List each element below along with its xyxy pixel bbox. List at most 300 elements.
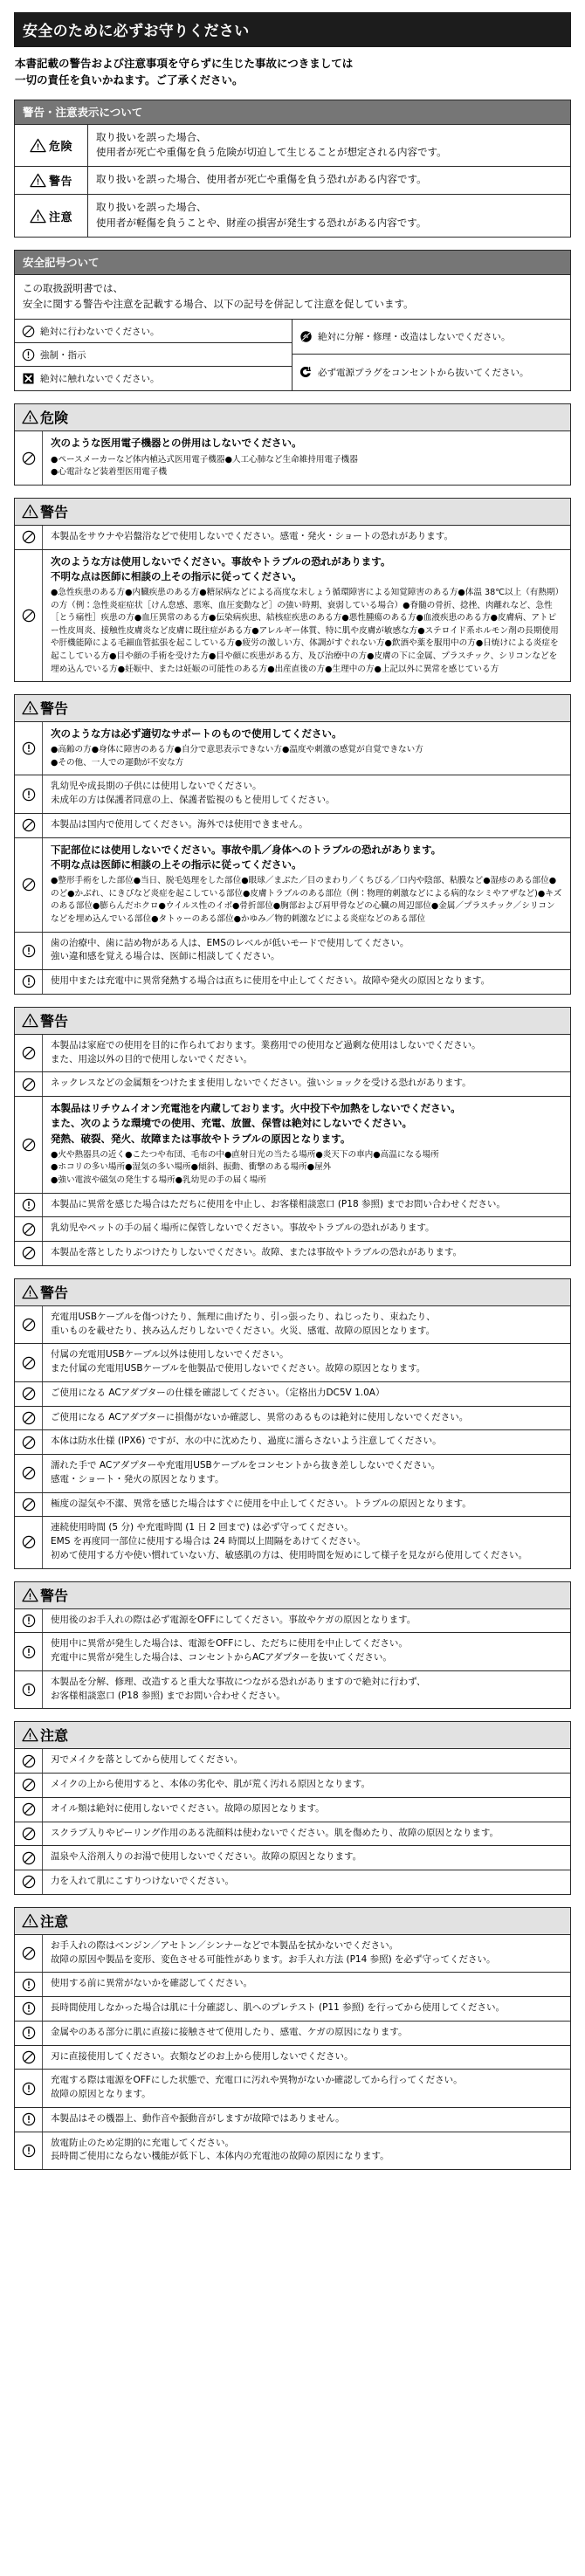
mandatory-icon	[15, 775, 43, 813]
mandatory-icon	[15, 2108, 43, 2132]
hazard-section-heading	[15, 1722, 570, 1749]
hazard-section-heading	[15, 1008, 570, 1035]
hazard-row	[15, 1749, 570, 1774]
mandatory-icon	[15, 2070, 43, 2107]
hazard-section-level: 警告	[40, 700, 69, 718]
hazard-row-text: 本製品を落としたりぶつけたりしないでください。故障、または事故やトラブルの恐れがあります。	[51, 1247, 463, 1258]
prohibition-icon	[22, 451, 36, 465]
hazard-row	[15, 722, 570, 775]
mandatory-icon	[15, 722, 43, 775]
safety-symbol-note-line-1: この取扱説明書では、	[23, 281, 123, 294]
hazard-row	[15, 2070, 570, 2108]
hazard-section-level: 警告	[40, 503, 69, 520]
hazard-row-text: 本製品は国内で使用してください。海外では使用できません。	[51, 818, 308, 830]
hazard-section	[14, 694, 571, 995]
hazard-row-text: 歯の治療中、歯に詰め物がある人は、EMSのレベルが低いモードで使用してください。	[51, 937, 410, 948]
safety-symbol-table	[14, 250, 571, 392]
safety-symbol-note-line-2: 安全に関する警告や注意を記載する場合、以下の記号を併記して注意を促しています。	[23, 297, 414, 310]
hazard-row-content	[43, 1097, 570, 1192]
prohibition-icon	[15, 550, 43, 682]
hazard-row-content	[43, 2108, 570, 2132]
mandatory-icon	[15, 1671, 43, 1709]
prohibition-icon	[22, 1411, 36, 1425]
mandatory-icon	[22, 1614, 36, 1628]
prohibition-icon	[15, 526, 43, 549]
hazard-row-text: 初めて使用する方や使い慣れていない方、敏感肌の方は、使用時間を短めにして様子を見ながら使用してください。	[51, 1549, 527, 1560]
hazard-row	[15, 1633, 570, 1671]
hazard-row	[15, 1306, 570, 1345]
warning-level-description-line: 取り扱いを誤った場合、使用者が死亡や重傷を負う恐れがある内容です。	[96, 173, 427, 186]
prohibition-icon	[22, 1387, 36, 1401]
hazard-row	[15, 1798, 570, 1822]
prohibition-icon	[15, 1935, 43, 1973]
safety-symbol-item	[15, 343, 292, 367]
hazard-row-main-text: また、次のような環境での使用、充電、放置、保管は絶対にしないでください。	[51, 1117, 412, 1130]
hazard-row-content	[43, 2046, 570, 2070]
hazard-section-level: 注意	[40, 1727, 69, 1745]
prohibition-icon	[22, 878, 36, 892]
prohibition-icon	[15, 1382, 43, 1406]
hazard-row	[15, 1774, 570, 1798]
hazard-section-level: 警告	[40, 1284, 69, 1301]
hazard-row-text: 乳幼児やペットの手の届く場所に保管しないでください。事故やトラブルの恐れがあります。	[51, 1223, 435, 1234]
hazard-row-text: EMS を再度同一部位に使用する場合は 24 時間以上間隔をあけてください。	[51, 1536, 366, 1547]
hazard-row	[15, 1846, 570, 1870]
hazard-row	[15, 1517, 570, 1567]
hazard-row	[15, 970, 570, 994]
hazard-row-main-text: 次のような方は使用しないでください。事故やトラブルの恐れがあります。	[51, 554, 391, 568]
hazard-row-text: 使用する前に異常がないかを確認してください。	[51, 1978, 252, 1989]
warning-level-row	[15, 167, 570, 195]
warning-triangle-icon	[30, 138, 46, 153]
hazard-row	[15, 2132, 570, 2170]
hazard-row-content	[43, 550, 570, 682]
safety-symbol-column-left	[15, 320, 292, 390]
hazard-row	[15, 1822, 570, 1847]
hazard-row-text: ご使用になる ACアダプターの仕様を確認してください。（定格出力DC5V 1.0A）	[51, 1387, 385, 1398]
prohibition-icon	[22, 325, 35, 338]
hazard-section-level: 警告	[40, 1587, 69, 1604]
hazard-row	[15, 1382, 570, 1407]
hazard-row-content	[43, 1822, 570, 1846]
prohibition-icon	[22, 818, 36, 832]
warning-level-description	[88, 167, 570, 194]
hazard-section-heading	[15, 1279, 570, 1306]
prohibition-icon	[22, 1754, 36, 1768]
mandatory-icon	[22, 2144, 36, 2158]
warning-triangle-icon	[30, 209, 46, 224]
hazard-row-text: 本製品はその機器上、動作音や振動音がしますが故障ではありません。	[51, 2112, 345, 2124]
hazard-row-main-text: 発熱、破裂、発火、故障または事故やトラブルの原因となります。	[51, 1132, 351, 1145]
hazard-row	[15, 526, 570, 550]
hazard-row-content	[43, 1035, 570, 1072]
safety-symbol-table-heading: 安全記号ついて	[15, 251, 570, 275]
hazard-row-content	[43, 1194, 570, 1217]
hazard-row-text: お手入れの際はベンジン／アセトン／シンナーなどで本製品を拭かないでください。	[51, 1939, 399, 1951]
prohibition-icon	[15, 1774, 43, 1797]
prohibition-icon	[22, 1078, 36, 1092]
warning-level-description-line: 取り扱いを誤った場合、	[96, 201, 207, 214]
hazard-row-text: ネックレスなどの金属類をつけたまま使用しないでください。強いショックを受ける恐れがあります。	[51, 1078, 471, 1089]
warning-triangle-icon	[22, 1913, 38, 1928]
mandatory-icon	[15, 1609, 43, 1633]
hazard-row-content	[43, 1306, 570, 1344]
mandatory-icon	[22, 2082, 36, 2096]
hazard-row-detail-line: ●その他、一人での運動が不安な方	[51, 757, 184, 768]
prohibition-icon	[15, 1822, 43, 1846]
hazard-row	[15, 1194, 570, 1218]
hazard-row	[15, 838, 570, 933]
prohibition-icon	[15, 1798, 43, 1822]
hazard-row-content	[43, 1633, 570, 1670]
lead-paragraph	[15, 55, 571, 89]
warning-level-row	[15, 125, 570, 168]
warning-triangle-icon	[22, 1588, 38, 1602]
warning-level-row	[15, 195, 570, 237]
prohibition-icon	[22, 1138, 36, 1152]
prohibition-icon	[22, 1498, 36, 1512]
hazard-row-content	[43, 1671, 570, 1709]
hazard-row-content	[43, 1242, 570, 1265]
hazard-row-text: 刃に直接使用してください。衣類などのお上から使用しないでください。	[51, 2050, 354, 2062]
hazard-row	[15, 814, 570, 838]
mandatory-icon	[15, 1973, 43, 1996]
mandatory-icon	[15, 1194, 43, 1217]
prohibition-icon	[22, 1246, 36, 1260]
hazard-row	[15, 1609, 570, 1634]
hazard-row-text: また付属の充電用USBケーブルを他製品で使用しないでください。故障の原因となります。	[51, 1363, 426, 1374]
prohibition-icon	[22, 2050, 36, 2064]
hazard-row-main-text: 次のような方は必ず適切なサポートのもので使用してください。	[51, 727, 342, 740]
prohibition-icon	[22, 1436, 36, 1450]
hazard-row-content	[43, 838, 570, 932]
hazard-row	[15, 2022, 570, 2046]
hazard-row-content	[43, 1997, 570, 2021]
hazard-row-text: 使用中に異常が発生した場合は、電源をOFFにし、ただちに使用を中止してください。	[51, 1638, 408, 1650]
warning-level-label	[15, 195, 88, 237]
hazard-row-content	[43, 1609, 570, 1633]
hazard-row-text: 長時間使用しなかった場合は肌に十分確認し、肌へのプレテスト (P11 参照) を行ってから使用してください。	[51, 2002, 506, 2014]
hazard-section	[14, 403, 571, 485]
unplug-icon	[299, 366, 313, 379]
hazard-row-text: ご使用になる ACアダプターに損傷がないか確認し、異常のあるものは絶対に使用しないでください。	[51, 1411, 469, 1422]
hazard-row-text: 本製品をサウナや岩盤浴などで使用しないでください。感電・発火・ショートの恐れがあります。	[51, 530, 453, 541]
hazard-row-text: 温泉や入浴剤入りのお湯で使用しないでください。故障の原因となります。	[51, 1851, 362, 1863]
hazard-row	[15, 1097, 570, 1193]
warning-level-text: 注意	[48, 210, 72, 224]
prohibition-icon	[22, 1535, 36, 1549]
hazard-row-text: 未成年の方は保護者同意の上、保護者監視のもと使用してください。	[51, 795, 335, 806]
hazard-row-content	[43, 1344, 570, 1381]
hazard-row-content	[43, 1870, 570, 1894]
warning-level-table	[14, 100, 571, 238]
hazard-section	[14, 1721, 571, 1895]
prohibition-icon	[22, 1946, 36, 1960]
hazard-row-text: 重いものを載せたり、挟み込んだりしないでください。火災、感電、故障の原因となります。	[51, 1325, 436, 1336]
warning-level-description-line: 使用者が軽傷を負うことや、財産の損害が発生する恐れがある内容です。	[96, 216, 427, 229]
mandatory-icon	[22, 975, 36, 988]
hazard-row-content	[43, 1493, 570, 1517]
prohibition-icon	[22, 1318, 36, 1332]
mandatory-icon	[22, 741, 36, 755]
hazard-row-main-text: 不明な点は医師に相談の上その指示に従ってください。	[51, 569, 302, 582]
hazard-row-content	[43, 933, 570, 970]
hazard-row-detail-line: ●急性疾患のある方●内臓疾患のある方●糖尿病などによる高度な末しょう循環障害による知覚障害のある方●体温 38℃以上（有熱期）の方（例：急性炎症症状［けん怠感、悪寒、血圧変動など］の強い時期、衰弱している場合）●脊髄の骨折、捻挫、肉離れなど、急性［とう痛性］疾患の方●血圧異常のある方●伝染病疾患、結核症疾患のある方●悪性腫瘍のある方●血液疾患のある方●皮膚病、アトピー性皮周炎、接触性皮膚炎など皮膚に既往症がある方●アレルギー体質、特に肌や皮膚が敏感な方●ステロイド系ホルモン剤の長期使用や肝機能障による毛細血管拡張を起こしている方●疲労の激しい方、体調がすぐれない方●飲酒や薬を服用中の方●日焼けによる炎症を起こしている方●目や顔の手術を受けた方●目や顔に疾患がある方、及び治療中の方●皮膚の下に金属、プラスチック、シリコンなどを埋め込んでいる方●妊娠中、または妊娠の可能性のある方●出産直後の方●生理中の方●上記以外に異常を感じている方	[51, 588, 560, 674]
hazard-row-detail-list	[51, 587, 563, 676]
prohibition-icon	[15, 1846, 43, 1870]
hazard-row-detail-line: ●心電計など装着型医用電子機	[51, 467, 168, 478]
hazard-row	[15, 1035, 570, 1073]
hazard-row-text: 連続使用時間 (5 分) や充電時間 (1 日 2 回まで) は必ず守ってください。	[51, 1522, 354, 1533]
mandatory-icon	[22, 348, 35, 362]
hazard-row-text: 濡れた手で ACアダプターや充電用USBケーブルをコンセントから抜き差ししないでください。	[51, 1460, 441, 1471]
hazard-row-text: 本体は防水仕様 (IPX6) ですが、水の中に沈めたり、過度に濡らさないよう注意してください。	[51, 1436, 442, 1447]
prohibition-icon	[15, 1749, 43, 1773]
hazard-row	[15, 1997, 570, 2022]
mandatory-icon	[22, 1683, 36, 1697]
hazard-row-detail-list	[51, 744, 563, 769]
hazard-row	[15, 775, 570, 814]
hazard-row-content	[43, 722, 570, 775]
hazard-section	[14, 1581, 571, 1710]
prohibition-icon	[15, 1072, 43, 1096]
hazard-row-detail-line: ●ホコリの多い場所●湿気の多い場所●傾斜、振動、衝撃のある場所●屋外	[51, 1162, 332, 1173]
hazard-section-heading	[15, 695, 570, 722]
hazard-row	[15, 1973, 570, 1997]
warning-triangle-icon	[22, 504, 38, 519]
no-touch-icon	[22, 372, 35, 385]
hazard-row-text: 付属の充電用USBケーブル以外は使用しないでください。	[51, 1349, 289, 1360]
hazard-row-main-text: 下記部位には使用しないでください。事故や肌／身体へのトラブルの恐れがあります。	[51, 843, 442, 856]
hazard-row-content	[43, 1846, 570, 1870]
prohibition-icon	[22, 1827, 36, 1841]
prohibition-icon	[15, 1097, 43, 1192]
hazard-row	[15, 431, 570, 484]
hazard-row-content	[43, 970, 570, 994]
hazard-row-detail-line: ●火や熱器具の近く●こたつや布団、毛布の中●直射日光の当たる場所●炎天下の車内●高温になる場所	[51, 1149, 439, 1160]
hazard-section-heading	[15, 499, 570, 526]
hazard-row-content	[43, 2022, 570, 2045]
hazard-row-content	[43, 1973, 570, 1996]
hazard-row	[15, 1407, 570, 1431]
hazard-row-content	[43, 431, 570, 484]
hazard-row-text: オイル類は絶対に使用しないでください。故障の原因となります。	[51, 1802, 325, 1814]
prohibition-icon	[15, 1455, 43, 1492]
prohibition-icon	[22, 1875, 36, 1889]
hazard-section-heading	[15, 404, 570, 431]
prohibition-icon	[15, 1517, 43, 1567]
mandatory-icon	[15, 970, 43, 994]
prohibition-icon	[22, 1356, 36, 1370]
prohibition-icon	[22, 325, 35, 338]
hazard-row-text: また、用途以外の目的で使用しないでください。	[51, 1053, 252, 1064]
hazard-row-detail-list	[51, 875, 563, 926]
hazard-row-text: 本製品に異常を感じた場合はただちに使用を中止し、お客様相談窓口 (P18 参照) までお問い合わせください。	[51, 1198, 506, 1209]
hazard-row-text: 金属やのある部分に肌に直接に接触させて使用したり、感電、ケガの原因になります。	[51, 2026, 408, 2037]
warning-level-description	[88, 125, 570, 167]
hazard-section-heading	[15, 1582, 570, 1609]
no-disassembly-icon	[299, 330, 313, 343]
prohibition-icon	[15, 814, 43, 837]
mandatory-icon	[15, 2132, 43, 2170]
warning-level-description-line: 取り扱いを誤った場合、	[96, 130, 207, 143]
mandatory-icon	[22, 944, 36, 958]
hazard-row-content	[43, 1430, 570, 1454]
hazard-row-text: 本製品は家庭での使用を目的に作られております。業務用での使用など過剰な使用はしないでください。	[51, 1039, 481, 1050]
hazard-row-text: 使用中または充電中に異常発熱する場合は直ちに使用を中止してください。故障や発火の原因となります。	[51, 975, 491, 987]
hazard-section	[14, 1007, 571, 1266]
hazard-section-level: 警告	[40, 1012, 69, 1030]
hazard-row-content	[43, 1749, 570, 1773]
prohibition-icon	[22, 1851, 36, 1865]
warning-triangle-icon	[22, 1285, 38, 1299]
hazard-row-content	[43, 1217, 570, 1241]
prohibition-icon	[15, 1306, 43, 1344]
hazard-row-main-text: 次のような医用電子機器との併用はしないでください。	[51, 437, 302, 450]
prohibition-icon	[15, 1407, 43, 1430]
warning-level-description-line: 使用者が死亡や重傷を負う危険が切迫して生じることが想定される内容です。	[96, 146, 447, 158]
hazard-row-content	[43, 1455, 570, 1492]
prohibition-icon	[22, 530, 36, 544]
warning-level-text: 危険	[48, 141, 72, 154]
hazard-row-text: メイクの上から使用すると、本体の劣化や、肌が荒く汚れる原因となります。	[51, 1779, 371, 1790]
hazard-row-content	[43, 2132, 570, 2170]
prohibition-icon	[15, 1493, 43, 1517]
hazard-row	[15, 1242, 570, 1265]
safety-symbol-item	[15, 367, 292, 390]
hazard-row-text: 刃でメイクを落としてから使用してください。	[51, 1754, 244, 1766]
hazard-row-text: 充電用USBケーブルを傷つけたり、無理に曲げたり、引っ張ったり、ねじったり、束ねたり、	[51, 1311, 436, 1322]
hazard-row-content	[43, 1798, 570, 1822]
hazard-row-content	[43, 1407, 570, 1430]
safety-symbol-label: 絶対に触れないでください。	[40, 374, 160, 385]
no-disassembly-icon	[299, 330, 313, 343]
prohibition-icon	[15, 1217, 43, 1241]
prohibition-icon	[15, 1430, 43, 1454]
hazard-section-level: 注意	[40, 1912, 69, 1930]
hazard-row-text: 充電する際は電源をOFFにした状態で、充電口に汚れや異物がないか確認してから行ってください。	[51, 2075, 463, 2086]
warning-level-label	[15, 125, 88, 167]
mandatory-icon	[22, 788, 36, 802]
prohibition-icon	[15, 1242, 43, 1265]
no-touch-icon	[22, 372, 35, 385]
safety-symbol-note	[15, 275, 570, 320]
safety-symbol-label: 強制・指示	[40, 349, 86, 361]
mandatory-icon	[15, 2022, 43, 2045]
warning-level-table-heading: 警告・注意表示について	[15, 100, 570, 125]
hazard-row	[15, 1430, 570, 1455]
hazard-row-content	[43, 1382, 570, 1406]
lead-line-1: 本書記載の警告および注意事項を守らずに生じた事故につきましては	[15, 57, 354, 70]
hazard-row-content	[43, 1072, 570, 1096]
mandatory-icon	[22, 1645, 36, 1659]
prohibition-icon	[15, 838, 43, 932]
prohibition-icon	[15, 1870, 43, 1894]
warning-triangle-icon	[22, 700, 38, 715]
mandatory-icon	[22, 1198, 36, 1212]
hazard-row-text: 放電防止のため定期的に充電してください。	[51, 2137, 234, 2148]
safety-symbol-label: 絶対に分解・修理・改造はしないでください。	[318, 332, 511, 343]
hazard-row	[15, 2108, 570, 2132]
hazard-row-detail-line: ●高齢の方●身体に障害のある方●自分で意思表示できない方●温度や刺激の感覚が自覚できない方	[51, 745, 423, 755]
warning-level-label	[15, 167, 88, 194]
mandatory-icon	[15, 1633, 43, 1670]
hazard-row-main-text: 本製品はリチウムイオン充電池を内蔵しております。火中投下や加熱をしないでください。	[51, 1102, 461, 1115]
hazard-row	[15, 1493, 570, 1518]
prohibition-icon	[15, 1344, 43, 1381]
hazard-row	[15, 933, 570, 971]
hazard-row	[15, 1870, 570, 1894]
prohibition-icon	[22, 1046, 36, 1060]
hazard-row-text: 極度の湿気や不潔、異常を感じた場合はすぐに使用を中止してください。トラブルの原因となります。	[51, 1498, 471, 1509]
hazard-row-detail-line: ●ペースメーカーなど体内植込式医用電子機器●人工心肺など生命維持用電子機器	[51, 454, 358, 465]
warning-triangle-icon	[30, 173, 46, 188]
hazard-row-content	[43, 814, 570, 837]
mandatory-icon	[15, 1997, 43, 2021]
mandatory-icon	[22, 348, 35, 362]
hazard-row-text: 乳幼児や成長期の子供には使用しないでください。	[51, 781, 262, 792]
safety-symbol-label: 必ず電源プラグをコンセントから抜いてください。	[318, 367, 529, 378]
hazard-row	[15, 1217, 570, 1242]
warning-level-description	[88, 195, 570, 237]
hazard-row-text: 故障の原因となります。	[51, 2089, 151, 2100]
hazard-row	[15, 1344, 570, 1382]
safety-symbol-item	[292, 355, 570, 389]
prohibition-icon	[15, 1035, 43, 1072]
hazard-section	[14, 1278, 571, 1569]
hazard-row	[15, 550, 570, 682]
hazard-row-content	[43, 2070, 570, 2107]
page-title: 安全のために必ずお守りください	[14, 12, 571, 47]
hazard-row-text: 充電中に異常が発生した場合は、コンセントからACアダプターを抜いてください。	[51, 1652, 392, 1663]
prohibition-icon	[22, 1466, 36, 1480]
safety-symbol-item	[15, 320, 292, 343]
warning-triangle-icon	[22, 410, 38, 424]
prohibition-icon	[22, 609, 36, 623]
hazard-row-text: 使用後のお手入れの際は必ず電源をOFFにしてください。事故やケガの原因となります。	[51, 1614, 416, 1625]
warning-triangle-icon	[22, 1727, 38, 1742]
hazard-row	[15, 2046, 570, 2070]
hazard-row	[15, 1072, 570, 1097]
mandatory-icon	[22, 2112, 36, 2126]
hazard-row-text: 本製品を分解、修理、改造すると重大な事故につながる恐れがありますので絶対に行わず、	[51, 1676, 426, 1687]
safety-symbol-grid	[15, 320, 570, 390]
mandatory-icon	[22, 2001, 36, 2015]
hazard-row	[15, 1671, 570, 1709]
hazard-row-content	[43, 775, 570, 813]
hazard-section	[14, 498, 571, 682]
hazard-row-text: 感電・ショート・発火の原因となります。	[51, 1473, 224, 1484]
hazard-row-main-text: 不明な点は医師に相談の上その指示に従ってください。	[51, 858, 302, 871]
hazard-row-content	[43, 1935, 570, 1973]
hazard-section-level: 危険	[40, 410, 69, 427]
warning-triangle-icon	[22, 1013, 38, 1028]
hazard-row-detail-list	[51, 1149, 563, 1188]
mandatory-icon	[15, 933, 43, 970]
hazard-section-heading	[15, 1908, 570, 1935]
lead-line-2: 一切の責任を負いかねます。ご了承ください。	[15, 73, 244, 87]
hazard-row-content	[43, 526, 570, 549]
warning-level-text: 警告	[48, 176, 72, 189]
hazard-row-detail-line: ●整形手術をした部位●当日、脱毛処理をした部位●眼球／まぶた／目のまわり／くちびる／口内や陰部、粘膜など●湿疹のある部位●のど●かぶれ、にきびなど炎症を起こしている部位●皮膚トラブルのある部位（例：物理的刺激などによる病的なシミやアザなど)●キズのある部位●膨らんだホクロ●ウイルス性のイボ●骨折部位●胸部および肩甲骨などの心臓の周辺部位●金属／プラスチック／シリコンなどを埋め込んでいる部位●タトゥーのある部位●かゆみ／物的刺激などによる炎症などのある部位	[51, 876, 562, 924]
hazard-row-text: お客様相談窓口 (P18 参照) までお問い合わせください。	[51, 1690, 286, 1701]
hazard-row-detail-list	[51, 454, 563, 479]
safety-symbol-column-right	[292, 320, 570, 390]
prohibition-icon	[22, 1778, 36, 1792]
prohibition-icon	[15, 431, 43, 484]
hazard-row	[15, 1455, 570, 1493]
hazard-section	[14, 1907, 571, 2170]
